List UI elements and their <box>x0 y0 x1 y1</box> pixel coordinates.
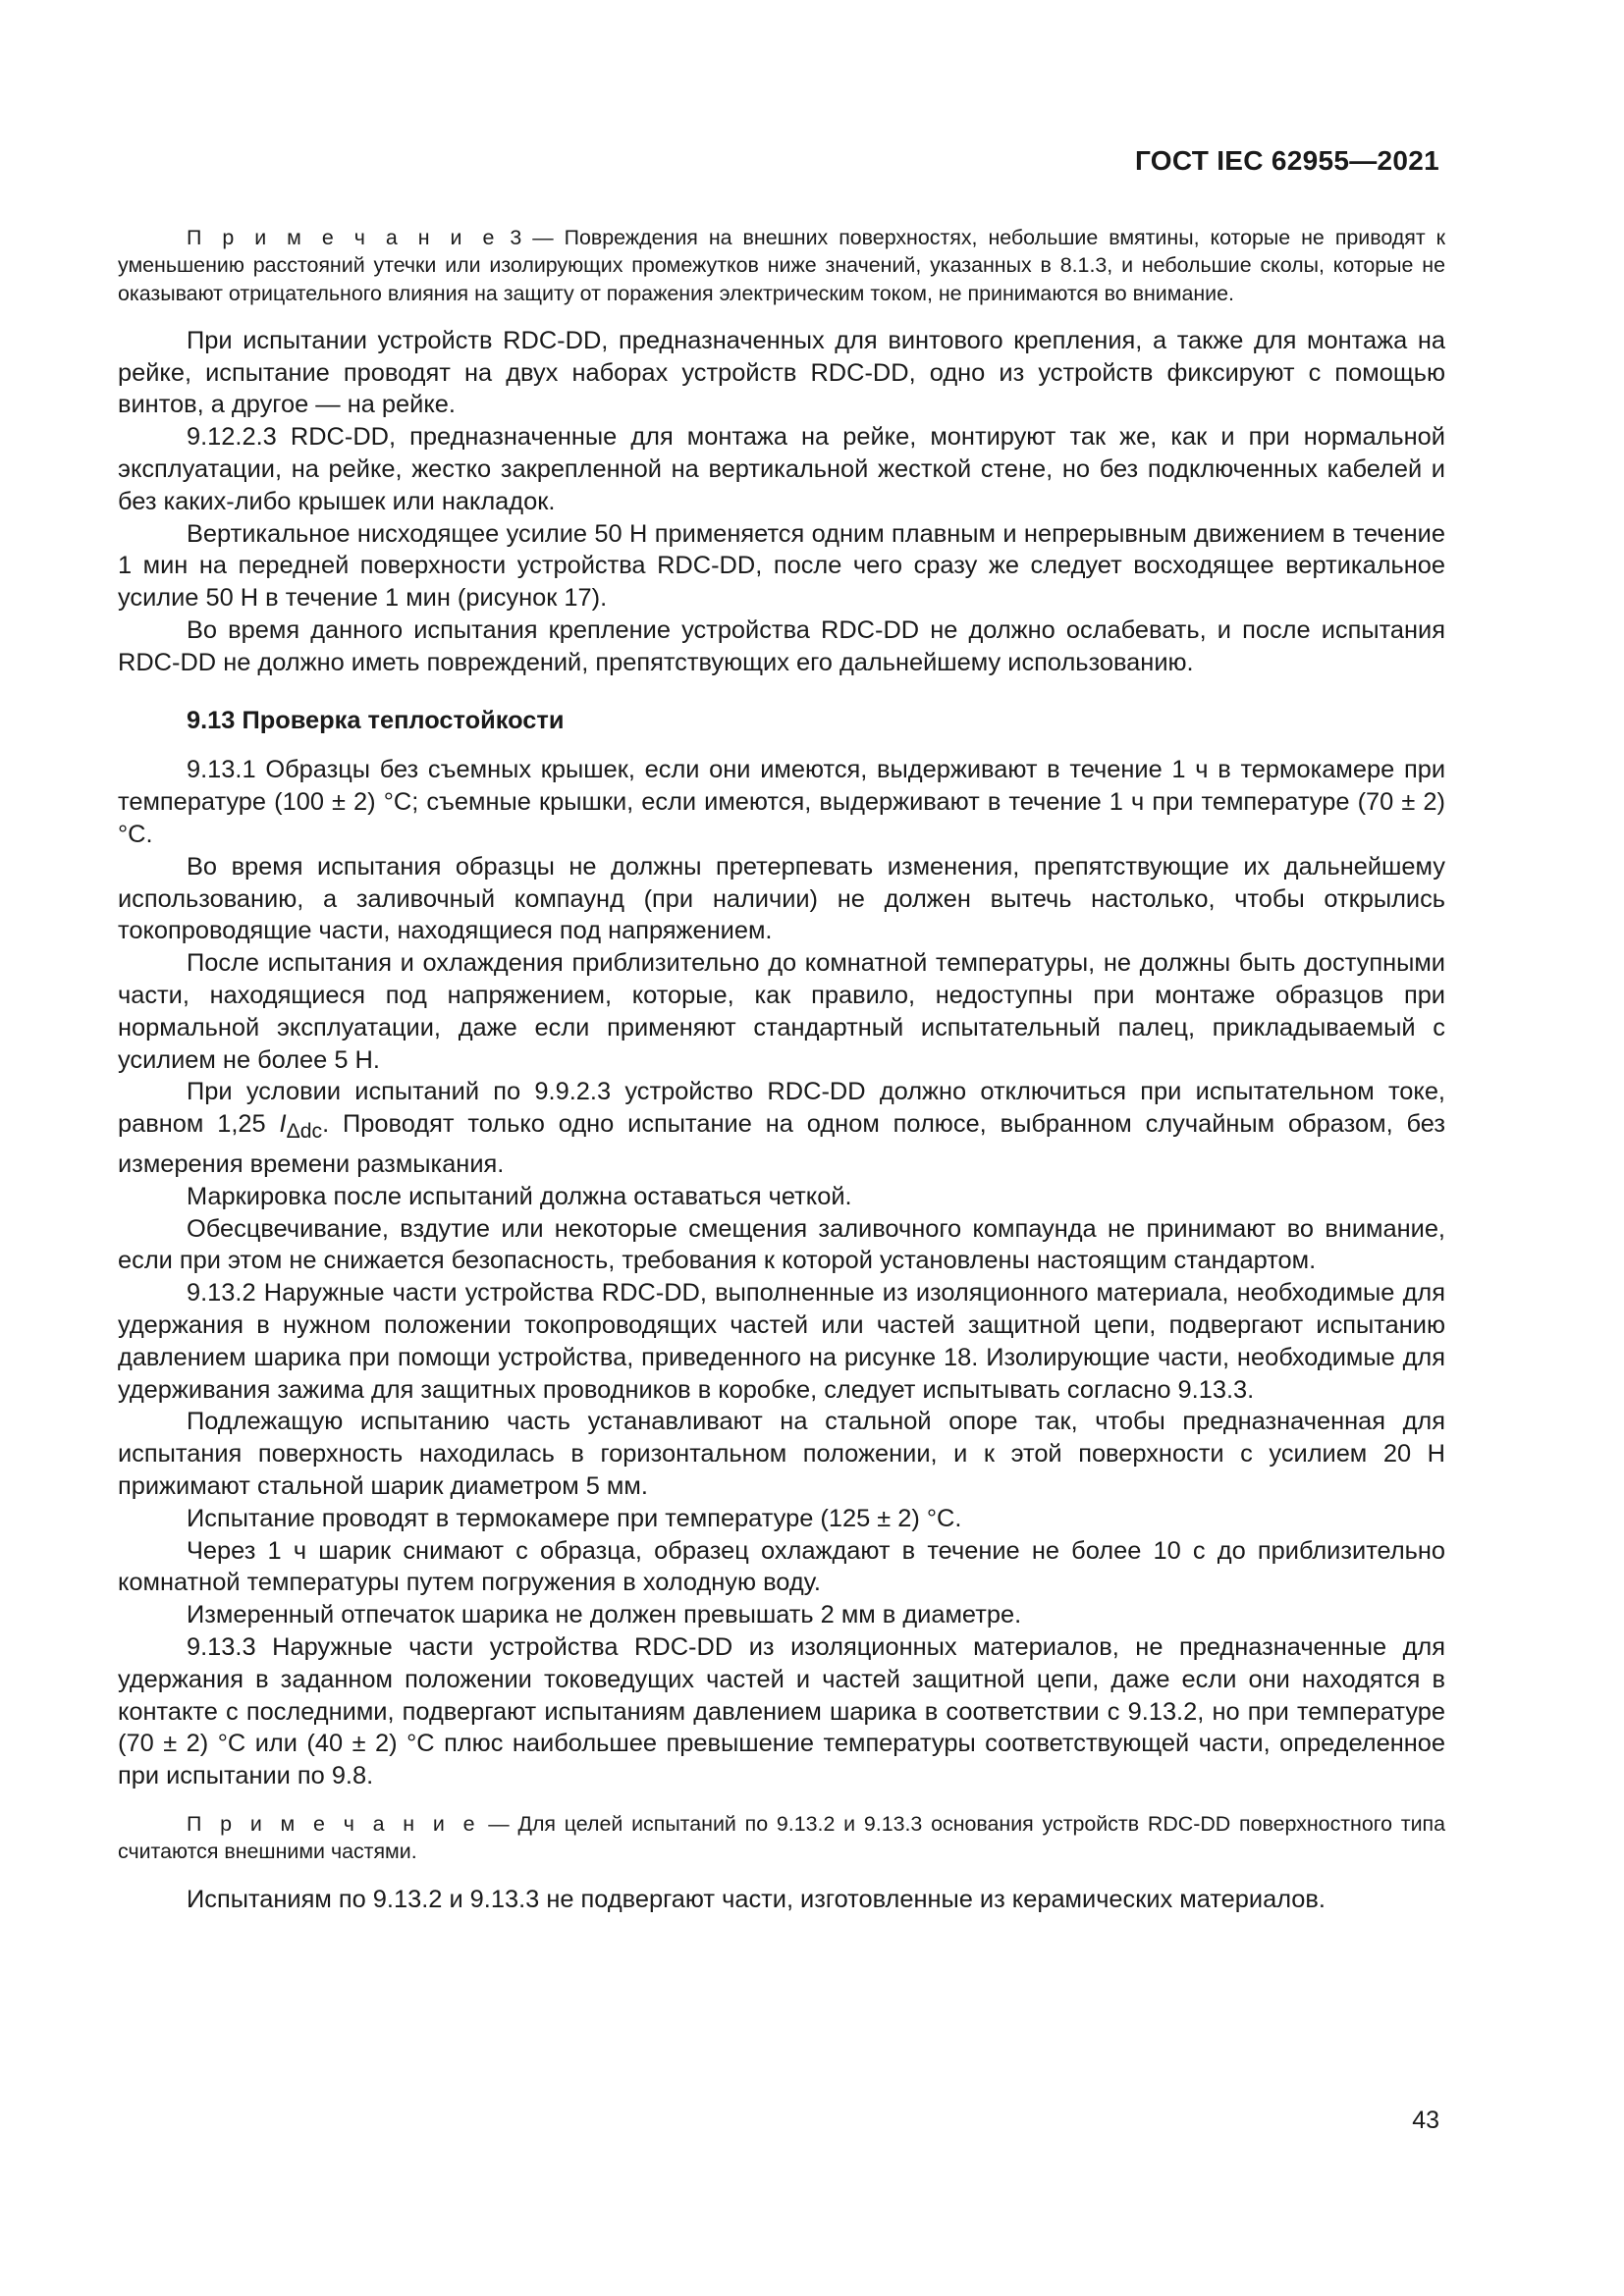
paragraph-9-13-1: 9.13.1 Образцы без съемных крышек, если они имеются, выдерживают в течение 1 ч в термокамере при температуре (100 ± 2) °C; съемные крышки, если имеются, выдерживают в течение 1 ч при температуре (70 ± 2) °C. <box>118 756 1445 849</box>
paragraph-ceramic: Испытаниям по 9.13.2 и 9.13.3 не подвергают части, изготовленные из керамических материалов. <box>187 1885 1326 1913</box>
paragraph-trip-test <box>118 1076 1445 1180</box>
paragraph-fixing: Во время данного испытания крепление устройства RDC-DD не должно ослабевать, и после испытания RDC-DD не должно иметь повреждений, препятствующих его дальнейшему использованию. <box>118 616 1445 676</box>
section-heading-9-13: 9.13 Проверка теплостойкости <box>187 706 565 734</box>
paragraph-imprint: Измеренный отпечаток шарика не должен превышать 2 мм в диаметре. <box>187 1601 1022 1629</box>
trip-text-after: . Проводят только одно испытание на одном полюсе, выбранном случайным образом, без измерения времени размыкания. <box>118 1110 1445 1179</box>
note-label: П р и м е ч а н и е <box>187 1812 480 1837</box>
paragraph-discoloration: Обесцвечивание, вздутие или некоторые смещения заливочного компаунда не принимают во внимание, если при этом не снижается безопасность, требования к которой установлены настоящим стандартом. <box>118 1214 1445 1275</box>
paragraph-after-test: После испытания и охлаждения приблизительно до комнатной температуры, не должны быть доступными части, находящиеся под напряжением, которые, как правило, недоступны при монтаже образцов при нормальной эксплуатации, даже если применяют стандартный испытательный палец, прикладываемый с усилием не более 5 Н. <box>118 949 1445 1074</box>
paragraph-9-13-3: 9.13.3 Наружные части устройства RDC-DD из изоляционных материалов, не предназначенные для удержания в заданном положении токоведущих частей и частей защитной цепи, даже если они находятся в контакте с последними, подвергают испытаниям давлением шарика в соответствии с 9.13.2, но при температуре (70 ± 2) °C или (40 ± 2) °C плюс наибольшее превышение температуры соответствующей части, определенное при испытании по 9.8. <box>118 1633 1445 1790</box>
current-subscript: Δdc <box>286 1120 323 1144</box>
paragraph-steel-support: Подлежащую испытанию часть устанавливают на стальной опоре так, чтобы предназначенная для испытания поверхность находилась в горизонтальном положении, и к этой поверхности с усилием 20 Н прижимают стальной шарик диаметром 5 мм. <box>118 1408 1445 1501</box>
page-number: 43 <box>1412 2107 1439 2134</box>
note-label: П р и м е ч а н и е <box>187 226 500 249</box>
paragraph-screw-rail: При испытании устройств RDC-DD, предназначенных для винтового крепления, а также для монтажа на рейке, испытание проводят на двух наборах устройств RDC-DD, одно из устройств фиксируют с помощью винтов, а другое — на рейке. <box>118 326 1445 419</box>
current-symbol: I <box>279 1110 287 1139</box>
standard-header: ГОСТ IEC 62955—2021 <box>1135 145 1439 176</box>
paragraph-remove-ball: Через 1 ч шарик снимают с образца, образец охлаждают в течение не более 10 с до приблизительно комнатной температуры путем погружения в холодную воду. <box>118 1536 1445 1597</box>
note-text: 3 — Повреждения на внешних поверхностях, небольшие вмятины, которые не приводят к уменьшению расстояний утечки или изолирующих промежутков ниже значений, указанных в 8.1.3, и небольшие сколы, которые не оказывают отрицательного влияния на защиту от поражения электрическим током, не принимаются во внимание. <box>118 226 1445 305</box>
trip-text-before: При условии испытаний по 9.9.2.3 устройство RDC-DD должно отключиться при испытательном токе, равном 1,25 <box>118 1078 1445 1139</box>
paragraph-marking: Маркировка после испытаний должна оставаться четкой. <box>187 1182 852 1210</box>
paragraph-9-13-2: 9.13.2 Наружные части устройства RDC-DD, выполненные из изоляционного материала, необходимые для удержания в нужном положении токопроводящих частей или частей защитной цепи, подвергают испытанию давлением шарика при помощи устройства, приведенного на рисунке 18. Изолирующие части, необходимые для удерживания зажима для защитных проводников в коробке, следует испытывать согласно 9.13.3. <box>118 1279 1445 1404</box>
paragraph-during-test: Во время испытания образцы не должны претерпевать изменения, препятствующие их дальнейшему использованию, а заливочный компаунд (при наличии) не должен вытечь настолько, чтобы открылись токопроводящие части, находящиеся под напряжением. <box>118 852 1445 945</box>
note-text: — Для целей испытаний по 9.13.2 и 9.13.3 основания устройств RDC-DD поверхностного типа считаются внешними частями. <box>118 1812 1445 1864</box>
note-bases <box>118 1810 1445 1866</box>
paragraph-9-12-2-3: 9.12.2.3 RDC-DD, предназначенные для монтажа на рейке, монтируют так же, как и при нормальной эксплуатации, на рейке, жестко закрепленной на вертикальной жесткой стене, но без подключенных кабелей и без каких-либо крышек или накладок. <box>118 423 1445 515</box>
note-3 <box>118 224 1445 307</box>
paragraph-force: Вертикальное нисходящее усилие 50 Н применяется одним плавным и непрерывным движением в течение 1 мин на передней поверхности устройства RDC-DD, после чего сразу же следует восходящее вертикальное усилие 50 Н в течение 1 мин (рисунок 17). <box>118 519 1445 613</box>
paragraph-heat-chamber: Испытание проводят в термокамере при температуре (125 ± 2) °C. <box>187 1504 962 1532</box>
page-body <box>118 224 1445 1915</box>
